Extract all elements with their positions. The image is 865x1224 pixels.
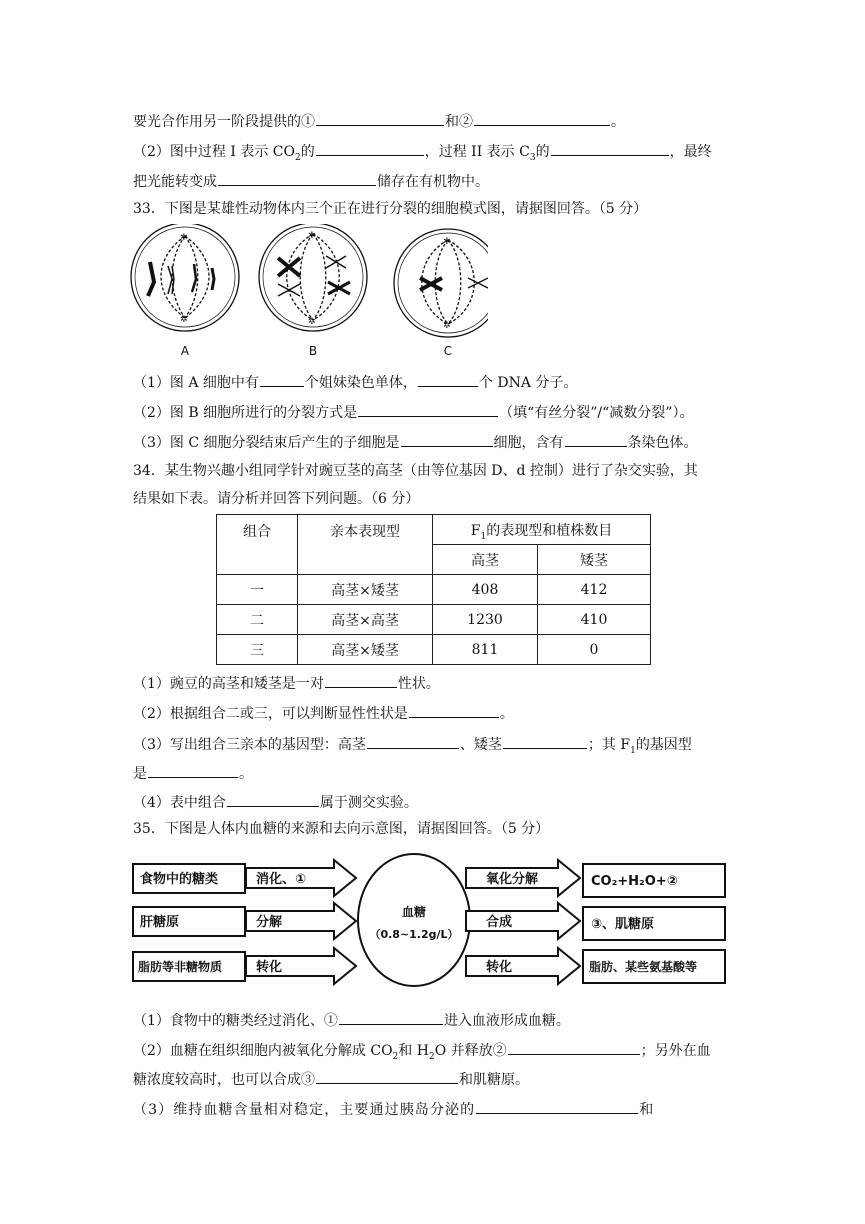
label-c: C	[443, 344, 453, 358]
blank-13[interactable]	[367, 733, 459, 749]
cell-division-diagram	[128, 224, 488, 364]
table-row	[217, 635, 651, 665]
subscript: 3	[529, 152, 536, 163]
subscript: 2	[392, 1051, 399, 1062]
arrow-label-in-1: 消化、①	[256, 872, 307, 887]
blood-sugar-ellipse	[358, 854, 470, 986]
blank-16[interactable]	[227, 791, 319, 807]
q35-title: 35．下图是人体内血糖的来源和去向示意图，请据图回答。（5 分）	[133, 821, 550, 837]
q32-part2	[133, 140, 712, 162]
q35-part2-line2	[133, 1068, 529, 1090]
svg-text:✲: ✲	[180, 315, 188, 325]
q34-part4	[133, 791, 418, 813]
blank-14[interactable]	[503, 733, 587, 749]
text: 的	[535, 144, 550, 160]
text: （3）维持血糖含量相对稳定，主要通过胰岛分泌的	[133, 1102, 476, 1118]
blank-17[interactable]	[339, 1009, 443, 1025]
blank-3[interactable]	[316, 140, 424, 156]
blank-4[interactable]	[551, 140, 669, 156]
blank-11[interactable]	[325, 672, 397, 688]
cell-group: 一	[217, 575, 298, 605]
q34-part3	[133, 733, 692, 755]
cell-short: 412	[538, 575, 651, 605]
blank-15[interactable]	[148, 762, 238, 778]
text: 糖浓度较高时，也可以合成③	[133, 1072, 315, 1088]
blank-1[interactable]	[316, 110, 444, 126]
text: 是	[133, 766, 147, 782]
text: 把光能转变成	[133, 174, 217, 190]
q33-part3	[133, 431, 698, 453]
blank-7[interactable]	[418, 371, 478, 387]
arrow-out-2	[466, 903, 580, 939]
src-2: 肝糖原	[140, 915, 180, 930]
text: （2）血糖在组织细胞内被氧化分解成 CO	[133, 1043, 393, 1059]
text: 和肌糖原。	[459, 1072, 529, 1088]
label-b: B	[308, 344, 318, 358]
subscript: 2	[294, 152, 301, 163]
blank-20[interactable]	[476, 1098, 638, 1114]
q34-title-1: 34．某生物兴趣小组同学针对豌豆茎的高茎（由等位基因 D、d 控制）进行了杂交实验，其	[133, 463, 698, 479]
text: （1）豌豆的高茎和矮茎是一对	[133, 676, 324, 692]
text: ，最终	[669, 144, 712, 160]
text: （2）根据组合二或三，可以判断显性性状是	[133, 706, 408, 722]
cell-group: 二	[217, 605, 298, 635]
text: 和②	[445, 114, 473, 130]
arrow-label-in-3: 转化	[256, 960, 283, 975]
dst-2: ③、肌糖原	[591, 917, 655, 932]
cell-parent: 高茎×高茎	[298, 605, 433, 635]
q33-title: 33．下图是某雄性动物体内三个正在进行分裂的细胞模式图，请据图回答。（5 分）	[133, 201, 648, 217]
text: 、矮茎	[459, 737, 502, 753]
text: 。	[499, 706, 514, 722]
header-short: 矮茎	[538, 545, 651, 575]
genetics-table	[216, 514, 651, 665]
text: （1）食物中的糖类经过消化、①	[133, 1013, 338, 1029]
src-1: 食物中的糖类	[140, 872, 219, 887]
text: 储存在有机物中。	[377, 174, 489, 190]
cell-b	[259, 224, 367, 331]
svg-text:✲: ✲	[308, 231, 316, 241]
text: ；其 F	[587, 737, 631, 753]
subscript: 1	[630, 745, 636, 756]
blood-sugar-diagram	[130, 852, 730, 988]
cell-c	[394, 229, 488, 337]
blank-8[interactable]	[358, 401, 498, 417]
dst-1: CO₂+H₂O+②	[591, 874, 678, 889]
arrow-out-3	[466, 948, 580, 984]
arrow-label-out-1: 氧化分解	[486, 872, 539, 887]
blank-5[interactable]	[218, 170, 376, 186]
text: 性状。	[397, 676, 440, 692]
q33-part1	[133, 371, 577, 393]
text: 的基因型	[635, 737, 692, 753]
blank-10[interactable]	[565, 431, 627, 447]
subscript: 1	[480, 531, 487, 542]
cell-group: 三	[217, 635, 298, 665]
text: 。	[239, 766, 253, 782]
text: （1）图 A 细胞中有	[133, 375, 259, 391]
cell-tall: 408	[433, 575, 538, 605]
dst-3: 脂肪、某些氨基酸等	[589, 960, 698, 974]
q33-part2	[133, 401, 693, 423]
center-value: （0.8~1.2g/L）	[369, 928, 459, 941]
text: （4）表中组合	[133, 795, 226, 811]
arrow-label-out-2: 合成	[486, 915, 513, 930]
text: 的表现型和植株数目	[486, 522, 613, 539]
q35-part1	[133, 1009, 570, 1031]
text: 细胞，含有	[493, 435, 564, 451]
text: （3）图 C 细胞分裂结束后产生的子细胞是	[133, 435, 400, 451]
blank-12[interactable]	[409, 702, 499, 718]
svg-text:✲: ✲	[308, 317, 316, 327]
text: ；另外在血	[640, 1043, 711, 1059]
text: 要光合作用另一阶段提供的①	[133, 114, 315, 130]
svg-text:✲: ✲	[180, 233, 188, 243]
blank-6[interactable]	[260, 371, 304, 387]
svg-text:✲: ✲	[443, 321, 451, 331]
cell-parent: 高茎×矮茎	[298, 635, 433, 665]
text: 和 H	[398, 1043, 429, 1059]
text: （填“有丝分裂”/“减数分裂”）。	[499, 405, 694, 421]
src-3: 脂肪等非糖物质	[138, 960, 223, 974]
q34-part1	[133, 672, 440, 694]
blank-2[interactable]	[474, 110, 610, 126]
center-title: 血糖	[401, 905, 427, 919]
cell-tall: 1230	[433, 605, 538, 635]
text: 的	[300, 144, 315, 160]
subscript: 2	[428, 1051, 435, 1062]
q35-part3	[133, 1098, 654, 1120]
text: 个姐妹染色单体，	[304, 375, 417, 391]
svg-text:✲: ✲	[443, 237, 451, 247]
text: 个 DNA 分子。	[478, 375, 578, 391]
blank-19[interactable]	[316, 1068, 458, 1084]
text: 进入血液形成血糖。	[443, 1013, 570, 1029]
q35-part2	[133, 1039, 711, 1061]
text: 条染色体。	[627, 435, 698, 451]
q34-title-2: 结果如下表。请分析并回答下列问题。（6 分）	[133, 491, 420, 507]
blank-9[interactable]	[401, 431, 493, 447]
table-row	[217, 575, 651, 605]
cell-short: 410	[538, 605, 651, 635]
cell-parent: 高茎×矮茎	[298, 575, 433, 605]
header-group: 组合	[217, 515, 298, 575]
text: （2）图 B 细胞所进行的分裂方式是	[133, 405, 358, 421]
cell-tall: 811	[433, 635, 538, 665]
arrow-label-out-3: 转化	[486, 960, 513, 975]
arrow-label-in-2: 分解	[256, 915, 283, 930]
text: （3）写出组合三亲本的基因型：高茎	[133, 737, 366, 753]
blank-18[interactable]	[508, 1039, 640, 1055]
cell-a	[131, 224, 239, 331]
q34-part3-line2	[133, 762, 253, 784]
text: 和	[639, 1102, 655, 1118]
text: O 并释放②	[434, 1043, 507, 1059]
text: ，过程 II 表示 C	[424, 144, 530, 160]
table-row	[217, 605, 651, 635]
text: （2）图中过程 I 表示 CO	[133, 144, 295, 160]
text: 。	[611, 114, 625, 130]
label-a: A	[180, 344, 190, 358]
text: F	[470, 522, 481, 539]
text: 属于测交实验。	[319, 795, 418, 811]
header-parent: 亲本表现型	[298, 515, 433, 575]
q32-part2-line2	[133, 170, 489, 192]
q32-line1	[133, 110, 625, 132]
header-f1	[433, 515, 651, 545]
q34-part2	[133, 702, 514, 724]
header-tall: 高茎	[433, 545, 538, 575]
cell-short: 0	[538, 635, 651, 665]
